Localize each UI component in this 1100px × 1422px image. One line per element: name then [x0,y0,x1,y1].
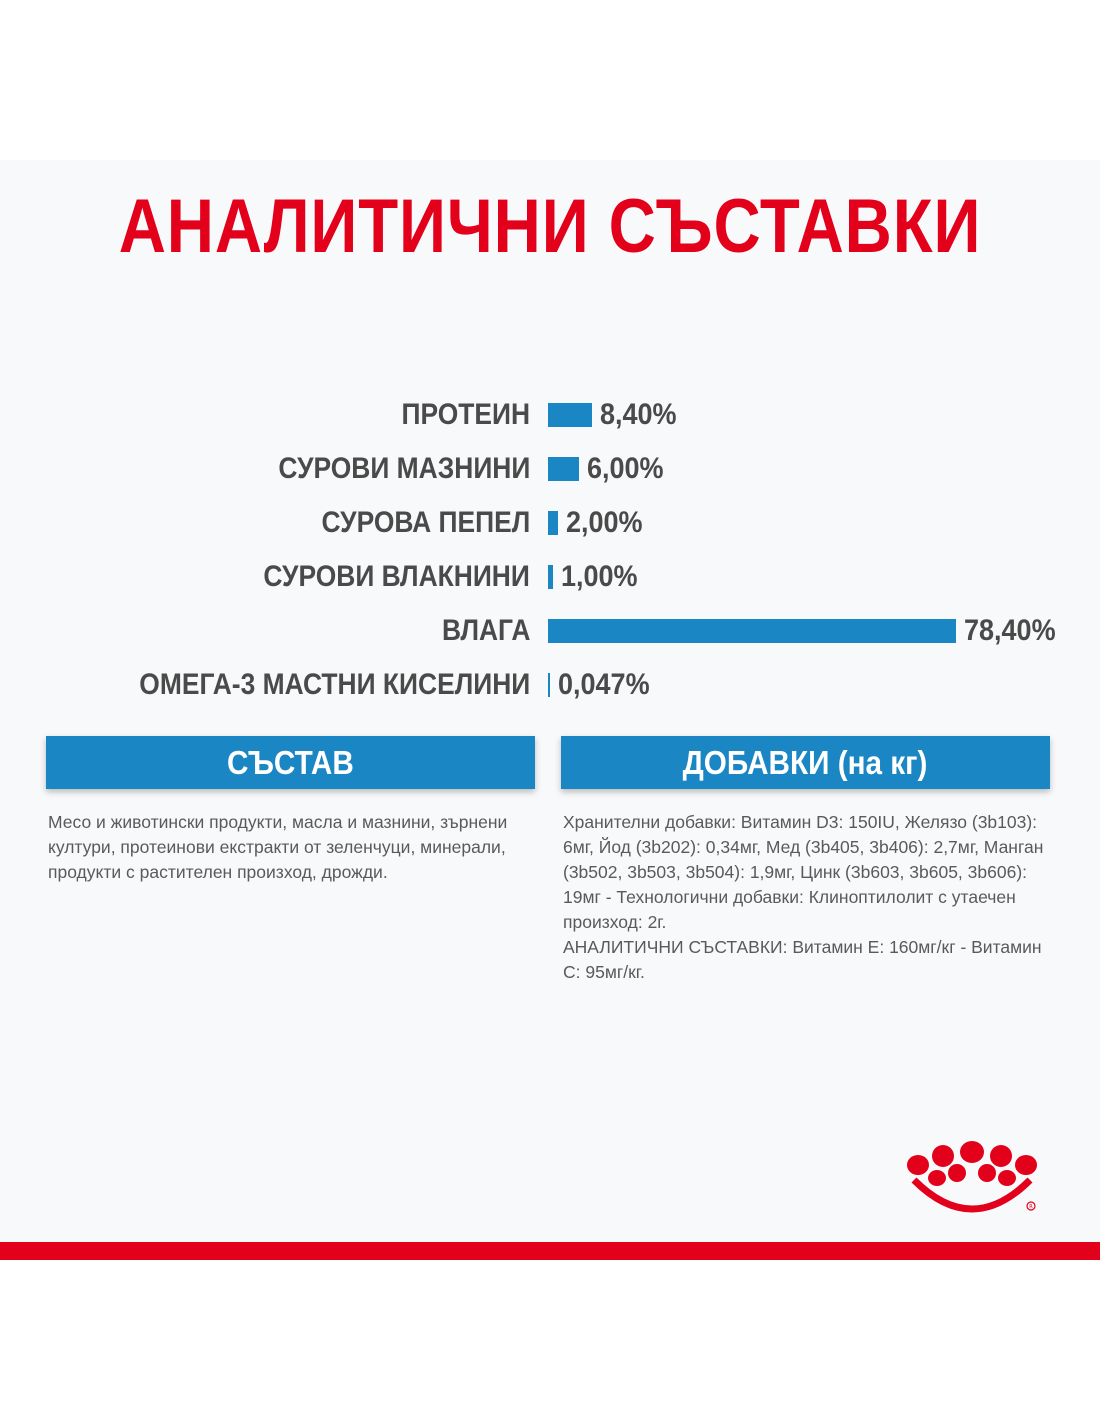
crown-logo-icon [900,1138,1045,1216]
value-label: 78,40% [964,614,1056,647]
category-label: ПРОТЕИН [401,398,530,431]
svg-text:R: R [1029,1204,1033,1210]
chart-row [0,660,1100,714]
chart-row [0,498,1100,552]
value-label: 0,047% [558,668,650,701]
category-label: СУРОВИ ВЛАКНИНИ [263,560,530,593]
bar [548,511,558,535]
category-label: СУРОВИ МАЗНИНИ [278,452,530,485]
bar [548,565,553,589]
bar [548,457,579,481]
category-label: ОМЕГА-3 МАСТНИ КИСЕЛИНИ [139,668,530,701]
analytical-constituents-chart [0,390,1100,710]
value-label: 6,00% [587,452,664,485]
composition-header [46,736,535,789]
additives-heading: ДОБАВКИ (на кг) [683,744,928,781]
page-title: АНАЛИТИЧНИ СЪСТАВКИ [118,184,982,269]
bar [548,403,592,427]
footer-red-line [0,1242,1100,1260]
bar [548,673,550,697]
composition-heading: СЪСТАВ [227,744,354,781]
chart-row [0,606,1100,660]
value-label: 8,40% [599,398,677,431]
value-label: 1,00% [561,560,638,593]
additives-analytical-text: АНАЛИТИЧНИ СЪСТАВКИ: Витамин Е: 160мг/кг - Витамин С: 95мг/кг. [563,937,1042,982]
value-label: 2,00% [566,506,643,539]
additives-nutritional-text: Хранителни добавки: Витамин D3: 150IU, Желязо (3b103): 6мг, Йод (3b202): 0,34мг, Мед (3b405, 3b406): 2,7мг, Манган (3b502, 3b503, 3b504): 1,9мг, Цинк (3b603, 3b605, 3b606): 19мг - Технологични добавки: Клиноптилолит с утаечен произход: 2г. [563,812,1044,932]
chart-row [0,390,1100,444]
category-label: СУРОВА ПЕПЕЛ [321,506,530,539]
chart-row [0,552,1100,606]
bar [548,619,956,643]
additives-header [561,736,1050,789]
category-label: ВЛАГА [441,614,530,647]
chart-row [0,444,1100,498]
composition-text: Месо и животински продукти, масла и мазнини, зърнени култури, протеинови екстракти от зеленчуци, минерали, продукти с растителен произход, дрожди. [48,812,508,882]
additives-text [563,810,1055,985]
